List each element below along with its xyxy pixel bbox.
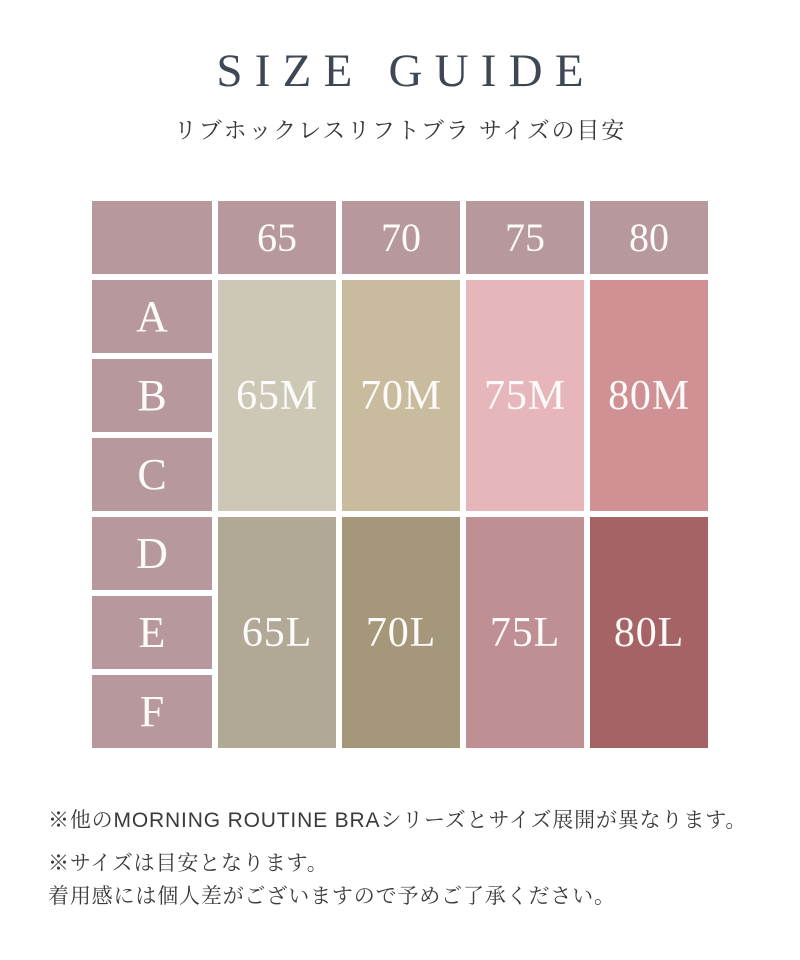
row-header-f: F [92, 675, 212, 748]
size-cell-80l: 80L [590, 517, 708, 748]
column-header-70: 70 [342, 201, 460, 274]
footnote-series-difference: ※他のMORNING ROUTINE BRAシリーズとサイズ展開が異なります。 [48, 809, 748, 832]
page-title: SIZE GUIDE [216, 45, 596, 97]
size-cell-70m: 70M [342, 280, 460, 511]
column-header-80: 80 [590, 201, 708, 274]
size-cell-65m: 65M [218, 280, 336, 511]
row-header-e: E [92, 596, 212, 669]
size-table [92, 201, 708, 748]
size-cell-80m: 80M [590, 280, 708, 511]
size-cell-65l: 65L [218, 517, 336, 748]
footnote-individual-fit: 着用感には個人差がございますので予めご了承ください。 [48, 884, 616, 908]
row-header-a: A [92, 280, 212, 353]
footnote-size-approximate: ※サイズは目安となります。 [48, 852, 329, 875]
size-cell-75l: 75L [466, 517, 584, 748]
size-cell-70l: 70L [342, 517, 460, 748]
page-subtitle: リブホックレスリフトブラ サイズの目安 [173, 117, 627, 143]
row-header-d: D [92, 517, 212, 590]
table-corner-cell [92, 201, 212, 274]
column-header-65: 65 [218, 201, 336, 274]
size-cell-75m: 75M [466, 280, 584, 511]
footnotes [48, 804, 770, 913]
row-header-b: B [92, 359, 212, 432]
column-header-75: 75 [466, 201, 584, 274]
row-header-c: C [92, 438, 212, 511]
